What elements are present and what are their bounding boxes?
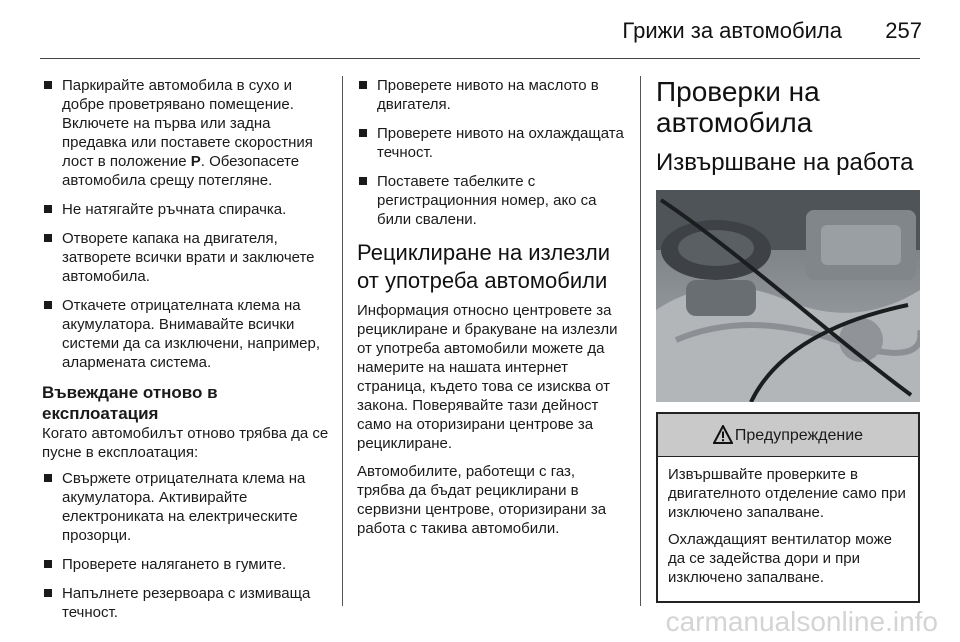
recommission-steps-list xyxy=(42,469,330,622)
recycling-paragraph: Информация относно центровете за рециклиране и бракуване на излезли от употреба автомобили можете да намерите на нашата интернет страница, където това се изисква от закона. Поверявайте тази дейност само на оторизирани центрове за рециклиране. xyxy=(357,302,618,452)
warning-header xyxy=(658,414,918,457)
warning-paragraph: Охлаждащият вентилатор може да се задейства дори и при изключено запалване. xyxy=(668,531,892,586)
list-item: Напълнете резервоара с измиваща течност. xyxy=(42,584,330,622)
column-2 xyxy=(357,76,627,547)
warning-box xyxy=(656,412,920,603)
bullet-square-icon xyxy=(359,129,367,137)
list-item: Откачете отрицателната клема на акумулатора. Внимавайте всички системи да са изключени, например, алармената система. xyxy=(42,296,330,372)
list-item: Проверете нивото на охлаждащата течност. xyxy=(357,124,627,162)
bullet-square-icon xyxy=(44,301,52,309)
page-number: 257 xyxy=(885,18,922,43)
bullet-square-icon xyxy=(44,205,52,213)
list-item: Паркирайте автомобила в сухо и добре проветрявано помещение. Включете на първа или задна предавка или поставете скоростния лост в положение P. Обезопасете автомобила срещу потегляне. xyxy=(42,76,330,190)
chapter-title: Грижи за автомобила xyxy=(622,18,842,43)
section-heading: Проверки на автомобила xyxy=(656,76,820,138)
list-item: Поставете табелките с регистрационния номер, ако са били свалени. xyxy=(357,172,627,229)
recycling-heading: Рециклиране на излезли от употреба автомобили xyxy=(357,240,610,293)
site-watermark: carmanualsonline.info xyxy=(665,606,938,637)
warning-body xyxy=(658,457,918,601)
engine-bay-photo xyxy=(656,190,920,402)
list-item: Проверете нивото на маслото в двигателя. xyxy=(357,76,627,114)
warning-title: Предупреждение xyxy=(734,426,864,444)
section-subheading: Въвеждане отново в експлоатация xyxy=(42,383,218,423)
section-subheading: Извършване на работа xyxy=(656,149,914,176)
bullet-square-icon xyxy=(44,589,52,597)
warning-triangle-icon xyxy=(713,425,733,445)
column-1 xyxy=(42,76,330,632)
storage-steps-list xyxy=(42,76,330,372)
bullet-square-icon xyxy=(44,81,52,89)
column-3 xyxy=(656,76,920,603)
bullet-square-icon xyxy=(359,177,367,185)
bullet-square-icon xyxy=(44,560,52,568)
header-divider xyxy=(40,58,920,59)
bullet-square-icon xyxy=(44,234,52,242)
warning-paragraph: Извършвайте проверките в двигателното отделение само при изключено запалване. xyxy=(668,466,906,521)
column-divider-2 xyxy=(640,76,641,606)
gas-vehicle-paragraph: Автомобилите, работещи с газ, трябва да бъдат рециклирани в сервизни центрове, оторизирани за работа с такива автомобили. xyxy=(357,463,607,537)
list-item: Свържете отрицателната клема на акумулатора. Активирайте електрониката на електрическите прозорци. xyxy=(42,469,330,545)
bullet-square-icon xyxy=(44,474,52,482)
section-intro: Когато автомобилът отново трябва да се пусне в експлоатация: xyxy=(42,425,329,461)
list-item: Не натягайте ръчната спирачка. xyxy=(42,200,330,219)
page-header xyxy=(0,0,960,60)
list-item: Отворете капака на двигателя, затворете всички врати и заключете автомобила. xyxy=(42,229,330,286)
bullet-square-icon xyxy=(359,81,367,89)
check-steps-list xyxy=(357,76,627,229)
list-item: Проверете налягането в гумите. xyxy=(42,555,330,574)
engine-bay-illustration xyxy=(656,190,920,402)
column-divider-1 xyxy=(342,76,343,606)
